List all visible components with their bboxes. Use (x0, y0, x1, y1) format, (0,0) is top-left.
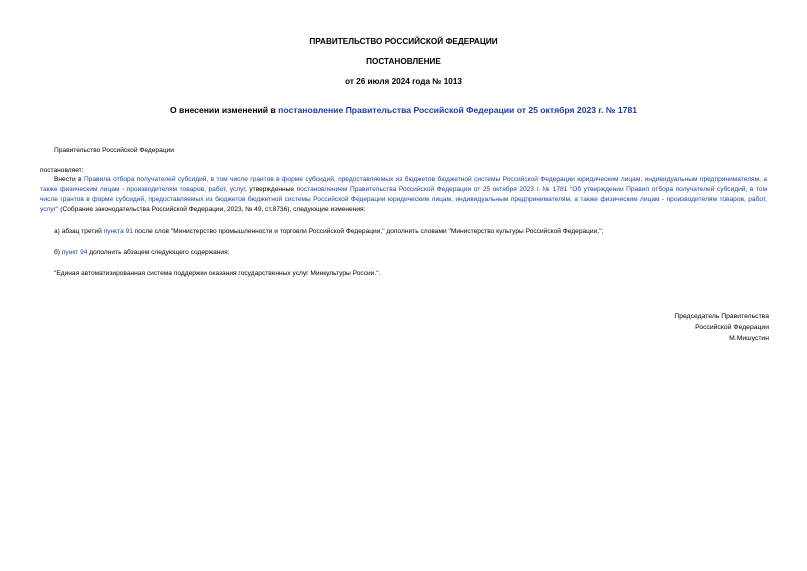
item-b-text-1: б) (54, 249, 62, 256)
intro-paragraph (40, 175, 767, 215)
signature-org: Российской Федерации (695, 324, 769, 331)
item-a (54, 227, 603, 236)
signature-block (674, 311, 769, 344)
item-b (54, 248, 230, 257)
signature-name: М.Мишустин (729, 335, 769, 342)
subject-link[interactable]: постановление Правительства Российской Федерации от 25 октября 2023 г. № 1781 (278, 105, 638, 115)
resolves-line: постановляет: (40, 167, 84, 174)
item-a-text-1: а) абзац третий (54, 228, 104, 235)
government-line: Правительство Российской Федерации (54, 147, 174, 154)
document-authority: ПРАВИТЕЛЬСТВО РОССИЙСКОЙ ФЕДЕРАЦИИ (309, 37, 498, 46)
item-b-text-2: дополнить абзацем следующего содержания: (87, 249, 230, 256)
rules-link[interactable]: Правила отбора получателей субсидий, в том числе грантов в форме субсидий, предоставляемых из бюджетов бюджетной системы Российской Федерации юридическим лицам, индивидуальным предпринимателям, а также физическим лицам - производителям товаров, работ, услуг (40, 176, 768, 193)
item-a-link[interactable]: пункта 91 (103, 228, 133, 235)
document-type: ПОСТАНОВЛЕНИЕ (366, 57, 441, 66)
document-subject (0, 105, 807, 115)
item-b-link[interactable]: пункт 94 (61, 249, 88, 256)
resolution-link[interactable]: постановлением Правительства Российской Федерации от 25 октября 2023 г. № 1781 "Об утверждении Правил отбора получателей субсидий, в том числе грантов в форме субсидий, предоставляемых из бюджетов бюджетной системы Российской Федерации юридическим лицам, индивидуальным предпринимателям, а также физическим лицам - производителям товаров, работ, услуг" (40, 186, 767, 213)
intro-text-3: (Собрание законодательства Российской Федерации, 2023, № 49, ст.8736), следующие изменения: (58, 206, 366, 213)
intro-text-2: , утвержденные (245, 186, 297, 193)
quote-line: "Единая автоматизированная система поддержки оказания государственных услуг Минкультуры России.". (54, 270, 381, 277)
document-date-number: от 26 июля 2024 года № 1013 (345, 77, 462, 86)
intro-text-1: Внести в (54, 176, 84, 183)
subject-prefix: О внесении изменений в (169, 105, 279, 115)
item-a-text-2: после слов "Министерство промышленности и торговли Российской Федерации," дополнить словами "Министерство культуры Российской Федерации,"; (132, 228, 604, 235)
signature-title: Председатель Правительства (674, 313, 769, 320)
